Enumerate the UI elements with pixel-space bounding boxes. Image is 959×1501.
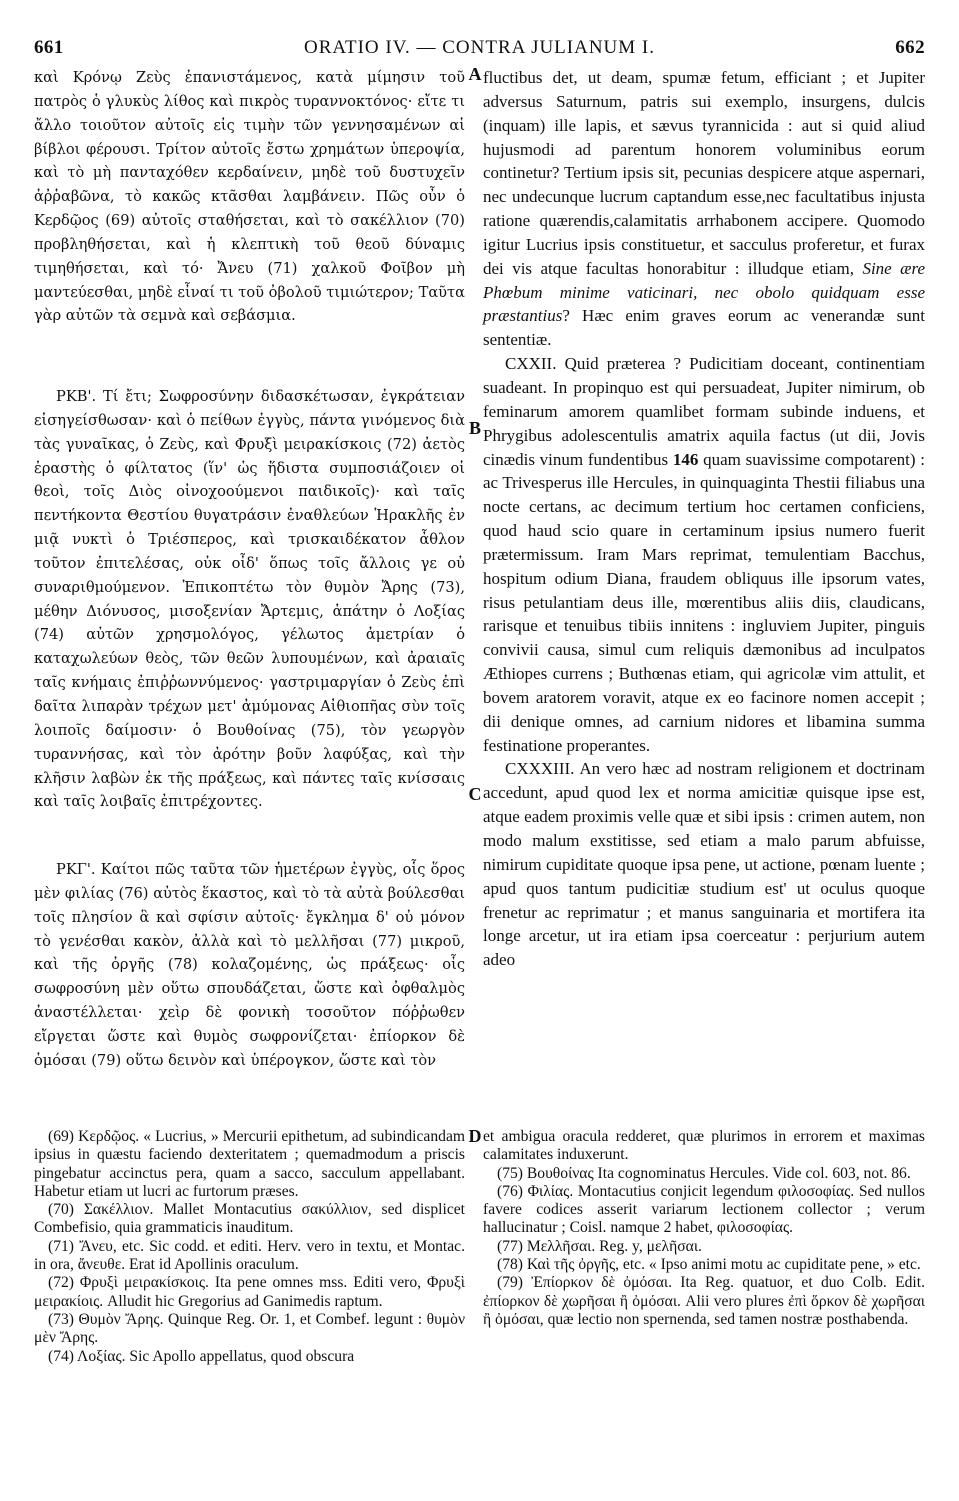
left-page-number: 661 [34,37,64,58]
footnote-continuation: et ambigua oracula redderet, quæ plurimos in errorem et maximas calamitates induxerunt. [483,1128,925,1164]
section-marker-a: A [468,64,482,84]
greek-column-part3 [34,858,465,1120]
greek-paragraph: ΡΚΒ'. Τί ἔτι; Σωφροσύνην διδασκέτωσαν, ἐγκράτειαν εἰσηγείσθωσαν· καὶ ὁ πείθων ἐγγὺς, πάντα γινόμενος διὰ τὰς γυναῖκας, ὁ Ζεὺς, καὶ Φρυξὶ μειρακίσκοις (72) ἀετὸς ἐραστὴς ὁ φίλτατος (ἵν' ὡς ἥδιστα συμποσιάζοιεν οἱ θεοὶ, τοῖς Διὸς οἰνοχοούμενοι παιδικοῖς)· καὶ ταῖς πεντήκοντα Θεστίου θυγατράσιν ἐναθλεύων Ἡρακλῆς ἐν μιᾷ νυκτὶ ὁ Τριέσπερος, καὶ τρισκαιδέκατον ἆθλον τοῦτον ἐπιτελέσας, οὐκ οἶδ' ὅπως τοῖς ἄλλοις γε οὐ συναριθμούμενον. Ἐπικοπτέτω τὸν θυμὸν Ἄρης (73), μέθην Διόνυσος, μισοξενίαν Ἄρτεμις, ἀπάτην ὁ Λοξίας (74) αὐτῶν χρησμολόγος, γέλωτος ἀμετρίαν ὁ καταχωλεύων θεὸς, τῶν θεῶν λυπουμένων, καὶ ἀραιαῖς ταῖς κνήμαις ἐπιῤῥωννύμενος· γαστριμαργίαν ὁ Ζεὺς ἐπὶ δαῖτα λιπαρὰν τρέχων μετ' ἀμύμονας Αἰθιοπῆας σὺν τοῖς λοιποῖς δαίμοσιν· ὁ Βουθοίνας (75), τὸν γεωργὸν τυραννήσας, καὶ τὸν ἀρότην βοῦν λαφύξας, καὶ τὴν κλῆσιν λαβὼν ἐκ τῆς πράξεως, καὶ πάντες ταῖς κνίσσαις καὶ ταῖς λοιβαῖς ἐπιτρέχοντες. [34,388,465,811]
section-marker-b: B [468,418,481,438]
column-number: 146 [672,449,699,469]
running-header [34,34,925,62]
section-marker-c: C [468,784,482,804]
footnotes-right [483,1128,925,1480]
footnote: (77) Μελλῆσαι. Reg. y, μελῆσαι. [497,1237,702,1255]
footnote: (69) Κερδῷος. « Lucrius, » Mercurii epithetum, ad subindicandam ipsius in quæstu faciendo dexteritatem ; quemadmodum a priscis pingebatur accinctus pera, quam a sacco, sacculum appellabant. Habetur etiam ut lucri ac furtorum præses. [34,1128,465,1200]
greek-column-part2 [34,385,465,823]
greek-column-part1 [34,66,465,350]
latin-text: quam suavissime compotarent) : ac Trivesperus ille Hercules, in quinquaginta Thestii filiabus una nocte certans, ac decimum tertium hoc certamen conficiens, quod haud scio quare in certaminum ipsius numero fuerit prætermissum. Iram Mars reprimat, temulentiam Bacchus, hospitum odium Diana, fraudem obliquus ille ipsorum vates, risus petulantiam deus ille, mœrentibus aliis diis, claudicans, rarisque et tenuibus tibiis innitens : ingluviem Jupiter, pinguis convivii causa, simul cum reliquis dæmonibus ad inculpatos Æthiopes currens ; Buthœnas etiam, qui agricolæ vim attulit, et bovem aratorem voravit, atque ex eo facinore nomen accepit ; dii denique omnes, ad carnium nidores et libamina summa festinatione properantes. [483,449,926,755]
greek-paragraph: καὶ Κρόνῳ Ζεὺς ἐπανιστάμενος, κατὰ μίμησιν τοῦ πατρὸς ὁ γλυκὺς λίθος καὶ πικρὸς τυραννοκτόνος· εἴτε τι ἄλλο τοιοῦτον αὐτοῖς εἰς τιμὴν τῶν γεννησαμένων αἱ βίβλοι φέρουσι. Τρίτον αὐτοῖς ἔστω χρημάτων ὑπεροψία, καὶ τὸ μὴ πανταχόθεν κερδαίνειν, μηδὲ τοῦ δυστυχεῖν ἀῤῥαβῶνα, τὸ κακῶς κτᾶσθαι λαμβάνειν. Πῶς οὖν ὁ Κερδῷος (69) αὐτοῖς σταθήσεται, καὶ τὸ σακέλλιον (70) προβληθήσεται, καὶ ἡ κλεπτικὴ τοῦ θεοῦ δύναμις τιμηθήσεται, καὶ τό· Ἄνευ (71) χαλκοῦ Φοῖβον μὴ μαντεύεσθαι, μηδὲ εἶναί τι τοῦ ὀβολοῦ τιμιώτερον; Ταῦτα γὰρ αὐτῶν τὰ σεμνὰ καὶ σεβάσμια. [34,69,465,325]
right-page-number: 662 [895,37,925,58]
latin-column [483,66,925,1122]
footnote: (78) Καὶ τῆς ὀργῆς, etc. « Ipso animi motu ac cupiditate pene, » etc. [497,1256,921,1274]
latin-paragraph [483,352,925,757]
footnote: (71) Ἄνευ, etc. Sic codd. et editi. Herv. vero in textu, et Montac. in ora, ἄνευθε. Erat id Apollinis oraculum. [34,1237,465,1274]
latin-paragraph: CXXXIII. An vero hæc ad nostram religionem et doctrinam accedunt, apud quod lex et norma amicitiæ quisque ipse est, atque eadem proximis velle quæ et sibi ipsis : crimen autem, non modo malum exstitisse, sed etiam a malo parum abfuisse, nimirum cupiditate quoque ipsa pene, ut actione, pœnam luente ; apud quos tantum pudicitiæ studium est' ut oculus quoque frenetur ac reprimatur ; et manus sanguinaria et mortifera ita longe arcetur, ut ira etiam ipsa coerceatur : perjurium autem adeo [483,759,925,970]
footnote: (75) Βουθοίνας Ita cognominatus Hercules. Vide col. 603, not. 86. [497,1164,911,1182]
footnote: (79) Ἐπίορκον δὲ ὀμόσαι. Ita Reg. quatuor, et duo Colb. Edit. ἐπίορκον δὲ χωρῆσαι ἢ ὀμόσαι. Alii vero plures ἐπὶ ὅρκον δὲ χωρῆσαι ἢ ὀμόσαι, quæ lectio non spernenda, sed tamen nostræ posthabenda. [483,1274,925,1328]
footnote: (74) Λοξίας. Sic Apollo appellatus, quod obscura [48,1347,355,1365]
latin-text: fluctibus det, ut deam, spumæ fetum, efficiant ; et Jupiter adversus Saturnum, patris sui exemplo, insurgens, dulcis (inquam) ille lapis, et sævus tyrannicida : aut si quid aliud hujusmodi ad parentum honorem voluminibus eorum continetur? Tertium ipsis sit, pecunias despicere atque aspernari, nec undecunque lucrum captandum esse,nec facultatibus injusta ratione quærendis,calamitatis arrhabonem accipere. Quomodo igitur Lucrius ipsis constituetur, et sacculus proferetur, et furax dei vis atque facultas honorabitur : illudque etiam, [483,68,925,278]
latin-italic-quote: Sine ære Phœbum minime vaticinari, nec obolo quidquam esse præstantius [483,258,926,326]
footnote: (73) Θυμὸν Ἄρης. Quinque Reg. Or. 1, et Combef. legunt : θυμὸν μὲν Ἄρης. [34,1310,465,1347]
section-marker-d: D [468,1126,482,1146]
footnote: (70) Σακέλλιον. Mallet Montacutius σακύλλιον, sed displicet Combefisio, quia grammaticis inauditum. [34,1201,465,1237]
footnotes-left [34,1128,465,1480]
running-title: ORATIO IV. — CONTRA JULIANUM I. [303,37,655,58]
latin-paragraph [483,66,925,352]
footnote: (72) Φρυξὶ μειρακίσκοις. Ita pene omnes mss. Editi vero, Φρυξὶ μειρακίοις. Alludit hic Gregorius ad Ganimedis raptum. [34,1274,465,1310]
latin-text: ? Hæc enim graves eorum ac venerandæ sunt sententiæ. [483,306,925,350]
footnote: (76) Φιλίας. Montacutius conjicit legendum φιλοσοφίας. Sed nullos favere codices asserit variarum lectionem collector ; verum hallucinatur ; Coisl. namque 2 habet, φιλοσοφίας. [483,1182,925,1237]
greek-paragraph: ΡΚΓ'. Καίτοι πῶς ταῦτα τῶν ἡμετέρων ἐγγὺς, οἷς ὅρος μὲν φιλίας (76) αὐτὸς ἕκαστος, καὶ τὸ τὰ αὐτὰ βούλεσθαι τοῖς πλησίον ἃ καὶ σφίσιν αὐτοῖς· ἔγκλημα δ' οὐ μόνον τὸ γενέσθαι κακὸν, ἀλλὰ καὶ τὸ μελλῆσαι (77) μικροῦ, καὶ τῆς ὀργῆς (78) κολαζομένης, ὡς πράξεως· οἷς σωφροσύνη μὲν οὕτω σπουδάζεται, ὥστε καὶ ὀφθαλμὸς ἀναστέλλεται· χεὶρ δὲ φονικὴ τοσοῦτον πόῤῥωθεν εἴργεται ὥστε καὶ θυμὸς σωφρονίζεται· ἐπίορκον δὲ ὀμόσαι (79) οὕτω δεινὸν καὶ ὑπέρογκον, ὥστε καὶ τὸν [34,861,465,1069]
latin-text: CXXII. Quid præterea ? Pudicitiam doceant, continentiam suadeant. In propinquo est qui persuadeat, Jupiter nimirum, ob feminarum amorem quamlibet formam subinde induens, et Phrygibus adolescentulis amatrix aquila factus (ut dii, Jovis cinædis vinum fundentibus [483,354,925,469]
